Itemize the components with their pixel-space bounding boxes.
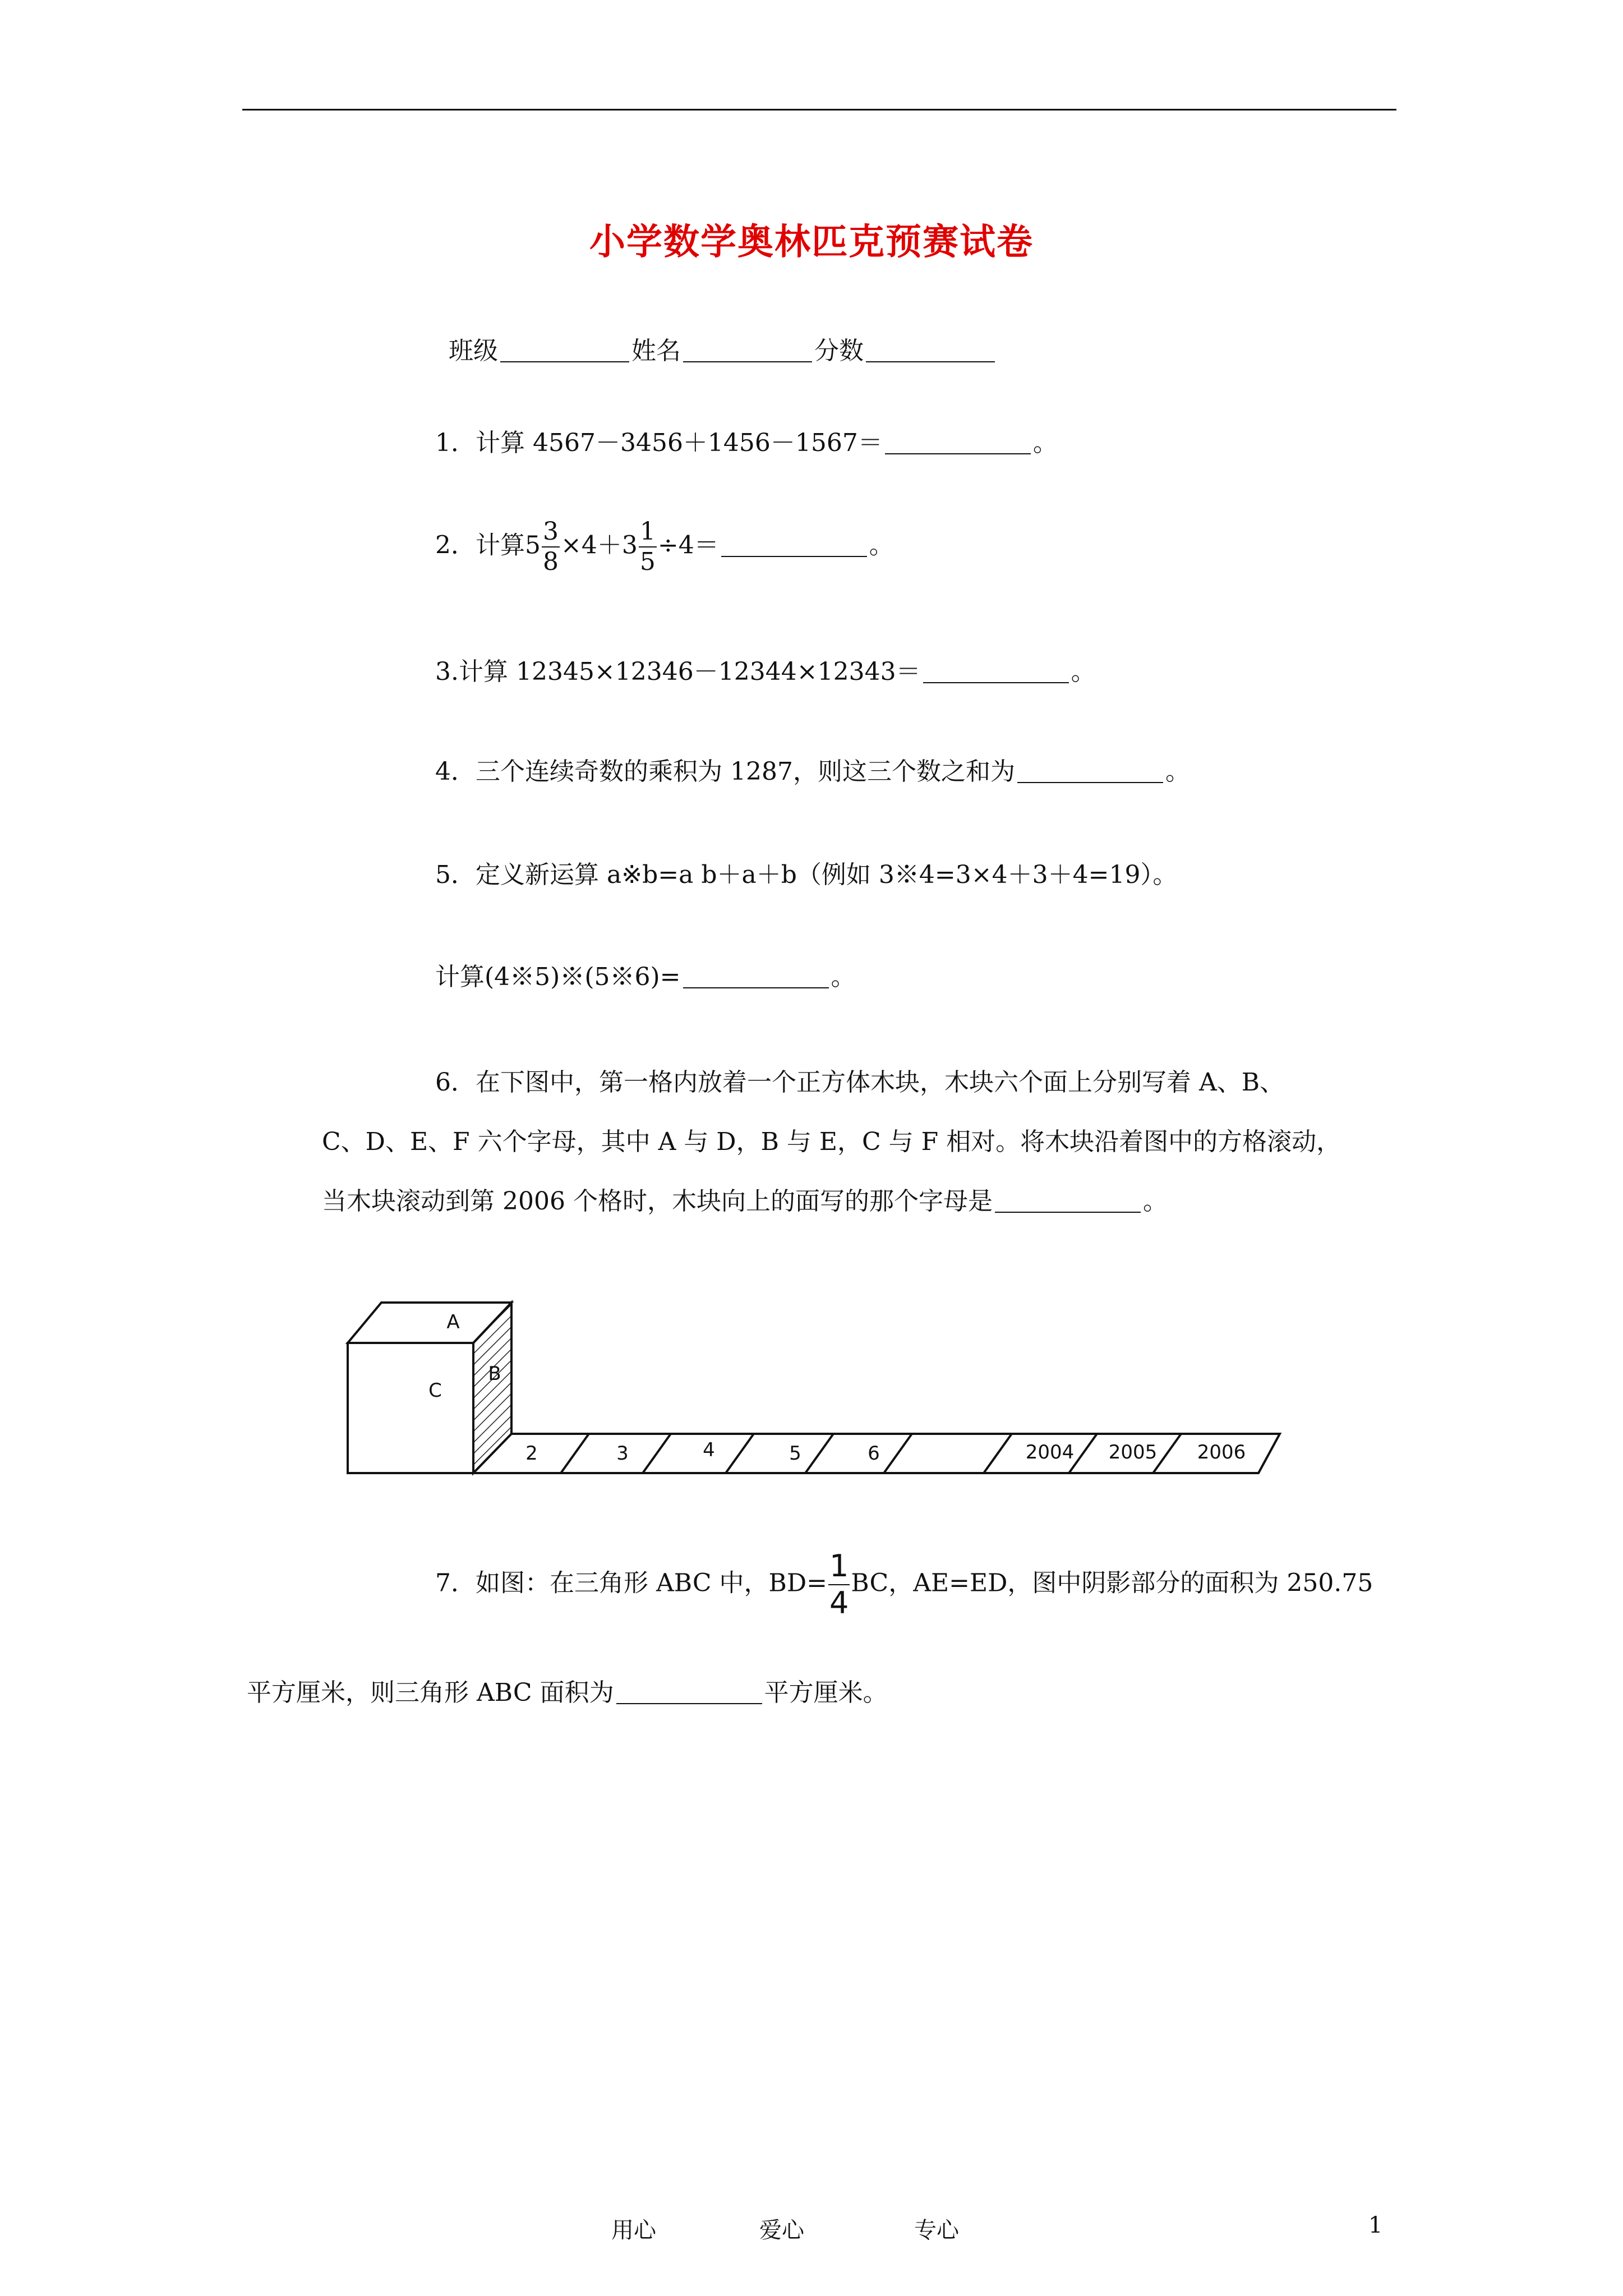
q2-mid: ×4＋ <box>561 531 622 560</box>
cell-label: 5 <box>789 1442 801 1465</box>
q5-line-1: 5．定义新运算 a※b=a b＋a＋b（例如 3※4=3×4＋3＋4=19）。 <box>435 861 1178 889</box>
q6-line-3 <box>322 1185 1168 1218</box>
q6-answer-blank[interactable] <box>995 1189 1141 1213</box>
q7-suffix: BC，AE=ED，图中阴影部分的面积为 250.75 <box>851 1568 1373 1598</box>
q2-fraction-1 <box>542 517 560 577</box>
q5-answer-blank[interactable] <box>683 965 829 988</box>
q2-fraction-2 <box>639 517 657 577</box>
footer-item-2: 爱心 <box>759 2217 804 2243</box>
cell-label: 4 <box>703 1439 715 1461</box>
face-label-top: A <box>446 1311 460 1333</box>
q7-num: 1 <box>829 1548 849 1584</box>
q6-line-2: C、D、E、F 六个字母，其中 A 与 D，B 与 E，C 与 F 相对。将木块沿着图中的方格滚动， <box>322 1128 1341 1156</box>
q3-answer-blank[interactable] <box>923 660 1069 683</box>
q2-whole2: 3 <box>621 531 638 560</box>
q2-prefix: 2．计算 <box>435 531 525 560</box>
q2-den2: 5 <box>639 547 656 576</box>
score-blank[interactable] <box>866 339 995 362</box>
q5-suffix: 。 <box>831 963 856 991</box>
cell-label: 2004 <box>1025 1441 1075 1464</box>
q2-num2: 1 <box>639 517 656 546</box>
q2-suffix: 。 <box>869 531 894 560</box>
page-title: 小学数学奥林匹克预赛试卷 <box>589 221 1034 263</box>
footer-item-1: 用心 <box>611 2217 656 2243</box>
q7-answer-blank[interactable] <box>616 1681 762 1704</box>
q5-line-2 <box>435 960 856 994</box>
q7-den: 4 <box>829 1585 849 1621</box>
q2-num1: 3 <box>543 517 559 546</box>
rolling-cube-figure <box>336 1290 1290 1487</box>
question-3 <box>435 655 1096 689</box>
q6-line-1: 6．在下图中，第一格内放着一个正方体木块，木块六个面上分别写着 A、B、 <box>435 1068 1285 1097</box>
q1-answer-blank[interactable] <box>885 431 1031 454</box>
q4-suffix: 。 <box>1165 757 1190 786</box>
q6-text: 当木块滚动到第 2006 个格时，木块向上的面写的那个字母是 <box>322 1187 993 1216</box>
cell-label: 2 <box>525 1442 538 1465</box>
footer-item-3: 专心 <box>914 2217 959 2243</box>
face-label-front: C <box>428 1379 442 1402</box>
face-label-side: B <box>488 1363 501 1385</box>
class-label: 班级 <box>449 337 498 365</box>
q6-suffix: 。 <box>1142 1187 1168 1216</box>
q7-line-2 <box>247 1676 888 1710</box>
name-label: 姓名 <box>631 337 681 365</box>
q2-end: ÷4＝ <box>657 531 719 560</box>
q7-prefix: 7．如图：在三角形 ABC 中，BD= <box>435 1568 828 1598</box>
q2-den1: 8 <box>543 547 559 576</box>
header-rule <box>242 109 1396 111</box>
q3-suffix: 。 <box>1071 657 1096 686</box>
q3-text: 3.计算 12345×12346－12344×12343＝ <box>435 657 921 686</box>
question-4 <box>435 755 1190 789</box>
info-line <box>449 334 997 368</box>
q7-fraction <box>828 1548 850 1621</box>
q7-line2-suffix: 平方厘米。 <box>764 1678 888 1707</box>
q4-answer-blank[interactable] <box>1017 760 1163 783</box>
name-blank[interactable] <box>683 339 812 362</box>
q7-line-1 <box>435 1548 1373 1621</box>
question-1 <box>435 426 1058 460</box>
q2-answer-blank[interactable] <box>721 533 867 557</box>
cell-label: 3 <box>616 1442 629 1465</box>
cell-label: 6 <box>868 1442 880 1465</box>
q4-text: 4．三个连续奇数的乘积为 1287，则这三个数之和为 <box>435 757 1015 786</box>
page-number: 1 <box>1368 2212 1383 2238</box>
question-2 <box>435 517 894 577</box>
q2-whole1: 5 <box>525 531 541 560</box>
q5-calc: 计算(4※5)※(5※6)= <box>435 963 681 991</box>
q1-suffix: 。 <box>1032 429 1058 457</box>
cell-label: 2005 <box>1108 1441 1158 1464</box>
class-blank[interactable] <box>500 339 629 362</box>
cell-label: 2006 <box>1197 1441 1246 1464</box>
q1-text: 1．计算 4567－3456＋1456－1567＝ <box>435 429 883 457</box>
cube-front-face <box>348 1343 473 1473</box>
q7-line2-text: 平方厘米，则三角形 ABC 面积为 <box>247 1678 614 1707</box>
score-label: 分数 <box>814 337 864 365</box>
